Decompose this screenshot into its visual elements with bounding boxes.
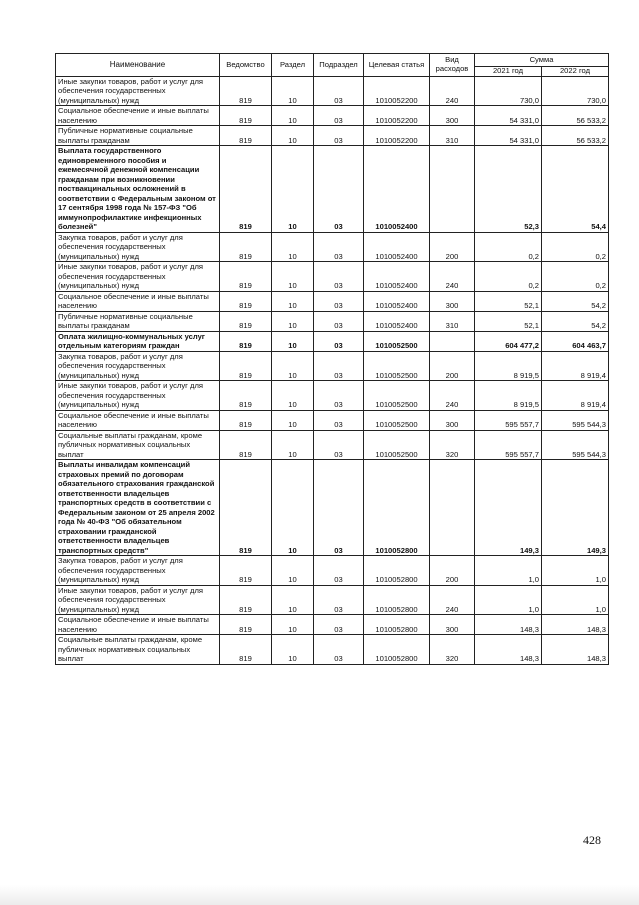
header-name: Наименование	[56, 54, 220, 77]
cell-name: Закупка товаров, работ и услуг для обеспечения государственных (муниципальных) нужд	[56, 232, 220, 262]
table-row	[56, 585, 609, 615]
cell-target: 1010052800	[364, 635, 430, 665]
cell-2022: 8 919,4	[542, 381, 609, 411]
cell-name: Публичные нормативные социальные выплаты гражданам	[56, 126, 220, 146]
cell-target: 1010052400	[364, 146, 430, 233]
cell-2021: 52,3	[475, 146, 542, 233]
cell-name: Социальные выплаты гражданам, кроме публичных нормативных социальных выплат	[56, 430, 220, 460]
cell-ministry: 819	[220, 76, 272, 106]
cell-2022: 604 463,7	[542, 331, 609, 351]
cell-2022: 149,3	[542, 460, 609, 556]
cell-ministry: 819	[220, 311, 272, 331]
cell-section: 10	[272, 430, 314, 460]
cell-target: 1010052400	[364, 232, 430, 262]
cell-subsection: 03	[314, 381, 364, 411]
page-number: 428	[583, 833, 601, 847]
cell-expense-type: 300	[430, 410, 475, 430]
cell-section: 10	[272, 331, 314, 351]
cell-expense-type: 240	[430, 381, 475, 411]
cell-target: 1010052500	[364, 410, 430, 430]
cell-2022: 1,0	[542, 556, 609, 586]
cell-subsection: 03	[314, 351, 364, 381]
cell-ministry: 819	[220, 291, 272, 311]
cell-2021: 1,0	[475, 556, 542, 586]
cell-section: 10	[272, 76, 314, 106]
cell-2022: 56 533,2	[542, 106, 609, 126]
table-row	[56, 556, 609, 586]
cell-expense-type: 240	[430, 76, 475, 106]
cell-subsection: 03	[314, 311, 364, 331]
cell-name: Выплата государственного единовременного пособия и ежемесячной денежной компенсации гражданам при возникновении поствакцинальных осложнений в соответствии с Федеральным законом от 17 сентября 1998 года № 157-ФЗ "Об иммунопрофилактике инфекционных болезней"	[56, 146, 220, 233]
cell-section: 10	[272, 615, 314, 635]
table-row	[56, 76, 609, 106]
cell-ministry: 819	[220, 635, 272, 665]
cell-section: 10	[272, 556, 314, 586]
cell-subsection: 03	[314, 262, 364, 292]
cell-expense-type: 200	[430, 232, 475, 262]
cell-expense-type: 320	[430, 430, 475, 460]
cell-2021: 148,3	[475, 615, 542, 635]
cell-expense-type: 240	[430, 585, 475, 615]
cell-target: 1010052200	[364, 76, 430, 106]
cell-ministry: 819	[220, 351, 272, 381]
cell-ministry: 819	[220, 460, 272, 556]
header-target: Целевая статья	[364, 54, 430, 77]
cell-target: 1010052500	[364, 430, 430, 460]
cell-section: 10	[272, 635, 314, 665]
cell-section: 10	[272, 460, 314, 556]
table-row	[56, 106, 609, 126]
cell-expense-type: 200	[430, 556, 475, 586]
cell-2021: 149,3	[475, 460, 542, 556]
cell-2021: 8 919,5	[475, 351, 542, 381]
cell-ministry: 819	[220, 410, 272, 430]
cell-section: 10	[272, 232, 314, 262]
cell-name: Социальное обеспечение и иные выплаты населению	[56, 410, 220, 430]
cell-section: 10	[272, 585, 314, 615]
table-row	[56, 311, 609, 331]
table-body	[56, 76, 609, 664]
cell-2021: 54 331,0	[475, 126, 542, 146]
cell-2022: 595 544,3	[542, 430, 609, 460]
cell-expense-type	[430, 460, 475, 556]
cell-section: 10	[272, 381, 314, 411]
cell-2021: 0,2	[475, 232, 542, 262]
cell-ministry: 819	[220, 331, 272, 351]
cell-name: Закупка товаров, работ и услуг для обеспечения государственных (муниципальных) нужд	[56, 351, 220, 381]
cell-expense-type: 240	[430, 262, 475, 292]
cell-expense-type: 310	[430, 311, 475, 331]
cell-target: 1010052800	[364, 460, 430, 556]
cell-2022: 1,0	[542, 585, 609, 615]
cell-name: Иные закупки товаров, работ и услуг для обеспечения государственных (муниципальных) нужд	[56, 585, 220, 615]
cell-ministry: 819	[220, 615, 272, 635]
cell-target: 1010052200	[364, 106, 430, 126]
cell-name: Выплаты инвалидам компенсаций страховых премий по договорам обязательного страхования гражданской ответственности владельцев транспортных средств в соответствии с Федеральным законом от 25 апреля 2002 года № 40-ФЗ "Об обязательном страховании гражданской ответственности владельцев транспортных средств"	[56, 460, 220, 556]
cell-2021: 604 477,2	[475, 331, 542, 351]
cell-2021: 54 331,0	[475, 106, 542, 126]
table-header	[56, 54, 609, 77]
cell-2022: 54,2	[542, 291, 609, 311]
table-row	[56, 232, 609, 262]
cell-name: Публичные нормативные социальные выплаты гражданам	[56, 311, 220, 331]
page-bottom-edge	[0, 885, 639, 905]
cell-ministry: 819	[220, 126, 272, 146]
cell-ministry: 819	[220, 430, 272, 460]
cell-section: 10	[272, 311, 314, 331]
cell-expense-type: 200	[430, 351, 475, 381]
cell-2021: 52,1	[475, 311, 542, 331]
cell-2021: 595 557,7	[475, 410, 542, 430]
cell-ministry: 819	[220, 232, 272, 262]
table-row	[56, 262, 609, 292]
cell-2021: 730,0	[475, 76, 542, 106]
cell-ministry: 819	[220, 381, 272, 411]
table-row	[56, 351, 609, 381]
cell-expense-type: 320	[430, 635, 475, 665]
cell-target: 1010052800	[364, 585, 430, 615]
table-row	[56, 126, 609, 146]
cell-ministry: 819	[220, 262, 272, 292]
cell-section: 10	[272, 351, 314, 381]
cell-2021: 595 557,7	[475, 430, 542, 460]
cell-2022: 56 533,2	[542, 126, 609, 146]
cell-2022: 54,2	[542, 311, 609, 331]
cell-2022: 148,3	[542, 635, 609, 665]
cell-2022: 0,2	[542, 232, 609, 262]
cell-subsection: 03	[314, 126, 364, 146]
cell-2022: 0,2	[542, 262, 609, 292]
cell-2022: 730,0	[542, 76, 609, 106]
table-row	[56, 460, 609, 556]
header-year-2022: 2022 год	[542, 67, 609, 77]
cell-section: 10	[272, 291, 314, 311]
cell-name: Социальные выплаты гражданам, кроме публичных нормативных социальных выплат	[56, 635, 220, 665]
header-year-2021: 2021 год	[475, 67, 542, 77]
cell-subsection: 03	[314, 331, 364, 351]
cell-target: 1010052800	[364, 615, 430, 635]
cell-name: Иные закупки товаров, работ и услуг для обеспечения государственных (муниципальных) нужд	[56, 381, 220, 411]
cell-section: 10	[272, 146, 314, 233]
cell-target: 1010052800	[364, 556, 430, 586]
cell-section: 10	[272, 126, 314, 146]
cell-ministry: 819	[220, 106, 272, 126]
table-row	[56, 410, 609, 430]
table-row	[56, 430, 609, 460]
cell-target: 1010052400	[364, 311, 430, 331]
cell-ministry: 819	[220, 585, 272, 615]
cell-section: 10	[272, 410, 314, 430]
cell-expense-type	[430, 146, 475, 233]
cell-target: 1010052500	[364, 351, 430, 381]
cell-subsection: 03	[314, 232, 364, 262]
header-expense-type: Вид расходов	[430, 54, 475, 77]
cell-expense-type	[430, 331, 475, 351]
table-row	[56, 381, 609, 411]
cell-subsection: 03	[314, 430, 364, 460]
cell-section: 10	[272, 262, 314, 292]
cell-subsection: 03	[314, 556, 364, 586]
cell-subsection: 03	[314, 635, 364, 665]
cell-2021: 0,2	[475, 262, 542, 292]
cell-expense-type: 300	[430, 615, 475, 635]
cell-subsection: 03	[314, 410, 364, 430]
header-section: Раздел	[272, 54, 314, 77]
header-ministry: Ведомство	[220, 54, 272, 77]
table-row	[56, 615, 609, 635]
table-row	[56, 146, 609, 233]
cell-target: 1010052500	[364, 331, 430, 351]
table-row	[56, 291, 609, 311]
table-row	[56, 331, 609, 351]
cell-subsection: 03	[314, 106, 364, 126]
header-subsection: Подраздел	[314, 54, 364, 77]
cell-name: Иные закупки товаров, работ и услуг для обеспечения государственных (муниципальных) нужд	[56, 76, 220, 106]
cell-expense-type: 300	[430, 106, 475, 126]
cell-ministry: 819	[220, 146, 272, 233]
cell-2021: 8 919,5	[475, 381, 542, 411]
cell-expense-type: 310	[430, 126, 475, 146]
cell-subsection: 03	[314, 615, 364, 635]
cell-2022: 595 544,3	[542, 410, 609, 430]
cell-subsection: 03	[314, 146, 364, 233]
cell-2022: 54,4	[542, 146, 609, 233]
cell-name: Иные закупки товаров, работ и услуг для обеспечения государственных (муниципальных) нужд	[56, 262, 220, 292]
cell-subsection: 03	[314, 585, 364, 615]
cell-name: Социальное обеспечение и иные выплаты населению	[56, 615, 220, 635]
cell-target: 1010052400	[364, 291, 430, 311]
cell-target: 1010052500	[364, 381, 430, 411]
cell-2022: 8 919,4	[542, 351, 609, 381]
cell-subsection: 03	[314, 76, 364, 106]
cell-name: Социальное обеспечение и иные выплаты населению	[56, 106, 220, 126]
cell-2021: 1,0	[475, 585, 542, 615]
table-row	[56, 635, 609, 665]
cell-name: Социальное обеспечение и иные выплаты населению	[56, 291, 220, 311]
cell-2021: 52,1	[475, 291, 542, 311]
cell-2022: 148,3	[542, 615, 609, 635]
budget-table	[55, 53, 609, 665]
cell-subsection: 03	[314, 291, 364, 311]
cell-ministry: 819	[220, 556, 272, 586]
cell-name: Закупка товаров, работ и услуг для обеспечения государственных (муниципальных) нужд	[56, 556, 220, 586]
header-sum: Сумма	[475, 54, 609, 67]
cell-subsection: 03	[314, 460, 364, 556]
cell-target: 1010052400	[364, 262, 430, 292]
cell-section: 10	[272, 106, 314, 126]
cell-target: 1010052200	[364, 126, 430, 146]
cell-name: Оплата жилищно-коммунальных услуг отдельным категориям граждан	[56, 331, 220, 351]
cell-2021: 148,3	[475, 635, 542, 665]
cell-expense-type: 300	[430, 291, 475, 311]
